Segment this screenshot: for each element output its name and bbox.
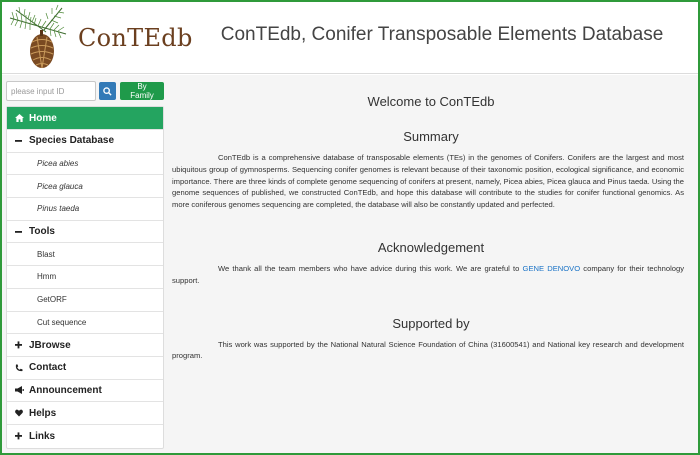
sidebar-item-label: JBrowse [29,339,71,351]
sidebar [6,81,164,449]
summary-text: ConTEdb is a comprehensive database of transposable elements (TEs) in the genomes of Conifers. Conifers are the largest and most ubiquitous group of gymnosperms. Sequencing conifer genomes is relevant because of their taxonomic position, ecological significance, and economic importance. There are three kinds of complete genome sequencing of conifers at present, namely, Picea abies, Picea glauca and Pinus taeda. Using the genome sequences of published, we constructed ConTEdb, and hope this database will contribute to the studies for conifer functional genomics. As more coniferous genomes sequencing are completed, the database will also be constantly updated and perfected. [172,153,684,210]
sidebar-subitem-pinus-taeda[interactable]: Pinus taeda [7,198,163,221]
phone-icon [15,364,27,372]
welcome-heading: Welcome to ConTEdb [367,94,495,109]
sidebar-menu [6,106,164,449]
sidebar-item-announcement[interactable] [7,380,163,403]
sidebar-item-home[interactable] [7,107,163,130]
sidebar-item-label: Helps [29,407,57,419]
sidebar-item-species-database[interactable] [7,130,163,153]
sidebar-item-contact[interactable] [7,357,163,380]
sidebar-item-label: Species Database [29,135,115,147]
acknowledgement-heading: Acknowledgement [377,239,485,255]
acknowledgement-text-before: We thank all the team members who have advice during this work. We are grateful to [218,263,523,273]
supported-by-heading: Supported by [392,315,470,331]
search-bar [6,81,164,101]
gene-denovo-link[interactable]: GENE DENOVO [522,263,581,273]
search-icon [103,87,112,96]
page-title: ConTEdb, Conifer Transposable Elements Database [220,24,664,45]
sidebar-item-label: Links [29,430,56,442]
acknowledgement-text [170,263,692,287]
sidebar-subitem-cut-sequence[interactable]: Cut sequence [7,312,163,335]
pinecone-icon [6,4,76,72]
sidebar-item-helps[interactable] [7,402,163,425]
sidebar-subitem-picea-abies[interactable]: Picea abies [7,153,163,176]
home-icon [15,114,27,122]
megaphone-icon [15,386,27,394]
search-input[interactable] [6,81,96,101]
sidebar-item-label: Announcement [29,384,102,396]
sidebar-item-label: Home [29,112,57,124]
site-logo[interactable] [6,4,193,72]
sidebar-item-label: Tools [29,226,55,238]
sidebar-subitem-hmm[interactable]: Hmm [7,266,163,289]
sidebar-item-label: Contact [29,362,67,374]
summary-heading: Summary [403,129,459,144]
sidebar-item-jbrowse[interactable] [7,334,163,357]
site-header [2,2,698,74]
by-family-button[interactable]: By Family [120,82,164,100]
plus-icon [15,341,27,349]
supported-by-text: This work was supported by the National Natural Science Foundation of China (31600541) and National key research and development program. [172,339,684,361]
heart-icon [15,409,27,417]
plus-icon [15,432,27,440]
sidebar-subitem-blast[interactable]: Blast [7,243,163,266]
main-content [170,92,692,362]
logo-text: ConTEdb [78,24,193,52]
minus-icon [15,137,27,145]
sidebar-subitem-picea-glauca[interactable]: Picea glauca [7,175,163,198]
sidebar-item-tools[interactable] [7,221,163,244]
sidebar-subitem-getorf[interactable]: GetORF [7,289,163,312]
sidebar-item-links[interactable] [7,425,163,448]
minus-icon [15,228,27,236]
acknowledgement-text-after: company for their technology support. [172,263,684,285]
search-button[interactable] [99,82,116,100]
